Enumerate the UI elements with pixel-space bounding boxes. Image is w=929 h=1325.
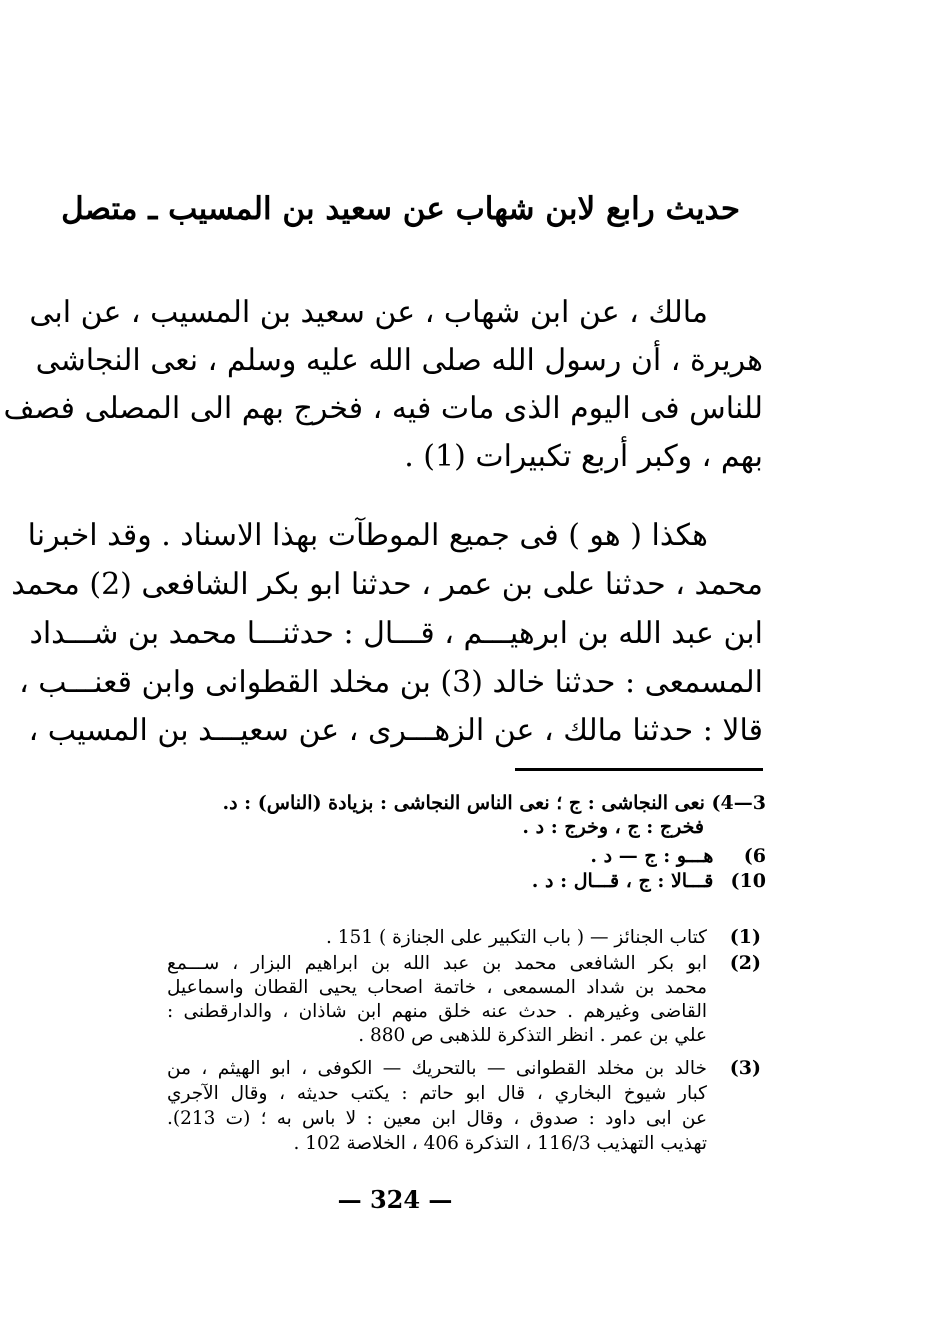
footnote-line: كبار شيوخ البخاري ، قال ابو حاتم : يكتب حديثه ، وقال الآجري xyxy=(167,1083,707,1104)
variant-text: قـــالا : ج ، قـــال : د . xyxy=(531,870,714,892)
body-line: المسمعى : حدثنا خالد (3) بن مخلد القطوانى وابن قعنـــب ، xyxy=(19,665,763,700)
footnote-line: محمد بن شداد المسمعى ، خاتمة اصحاب يحيى القطان واسماعيل xyxy=(167,977,707,998)
variant-note xyxy=(222,790,766,816)
footnote-line: كتاب الجنائز — ( باب التكبير على الجنازة ) 151 . xyxy=(326,927,707,948)
footnote-number: (2) xyxy=(729,952,761,974)
body-line: للناس فى اليوم الذى مات فيه ، فخرج بهم الى المصلى فصف xyxy=(3,391,763,426)
footnote-line: خالد بن مخلد القطوانى — بالتحريك — الكوفى ، ابو الهيثم ، من xyxy=(167,1058,707,1079)
footnote-line: ابو بكر الشافعى محمد بن عبد الله بن ابراهيم البزار ، ســـمع xyxy=(167,953,707,974)
variant-text: نعى النجاشى : ج ؛ نعى الناس النجاشى : بزيادة (الناس) : د. xyxy=(222,792,705,814)
body-line: محمد ، حدثنا على بن عمر ، حدثنا ابو بكر الشافعى (2) محمد xyxy=(11,567,763,602)
footnote-line: عن ابى داود : صدوق ، وقال ابن معين : لا باس به ؛ (ت 213). xyxy=(167,1108,707,1129)
variant-line-ref: 6) xyxy=(743,845,766,867)
body-line: ابن عبد الله بن ابرهيـــم ، قـــال : حدثنـــا محمد بن شـــداد xyxy=(29,616,763,651)
body-line: هريرة ، أن رسول الله صلى الله عليه وسلم ، نعى النجاشى xyxy=(35,343,763,378)
variant-line-ref: 3—4) xyxy=(711,792,766,814)
footnote-number: (3) xyxy=(729,1057,761,1079)
page-number: — 324 — xyxy=(337,1185,453,1214)
footnote-line: القاضى وغيرهم . حدث عنه خلق منهم ابن شاذان ، والدارقطنى : xyxy=(167,1001,707,1022)
variant-line-ref: 10) xyxy=(730,870,766,892)
body-line: مالك ، عن ابن شهاب ، عن سعيد بن المسيب ، عن ابى xyxy=(29,295,708,330)
footnote-number: (1) xyxy=(729,926,761,948)
variant-note xyxy=(590,843,766,869)
variant-note xyxy=(532,868,766,894)
chapter-title: حديث رابع لابن شهاب عن سعيد بن المسيب ـ متصل xyxy=(61,191,740,227)
footnote-line: تهذيب التهذيب 116/3 ، التذكرة 406 ، الخلاصة 102 . xyxy=(293,1133,707,1154)
variant-note-continuation: فخرج : ج ، وخرج : د . xyxy=(522,816,704,838)
footnote-divider xyxy=(515,768,763,771)
body-line: هكذا ( هو ) فى جميع الموطآت بهذا الاسناد . وقد اخبرنا xyxy=(27,518,708,553)
body-line: بهم ، وكبر أربع تكبيرات (1) . xyxy=(404,439,763,474)
footnote-line: علي بن عمر . انظر التذكرة للذهبى ص 880 . xyxy=(358,1025,707,1046)
body-line: قالا : حدثنا مالك ، عن الزهـــرى ، عن سعيـــد بن المسيب ، xyxy=(28,713,763,748)
variant-text: هـــو : ج — د . xyxy=(590,845,714,867)
